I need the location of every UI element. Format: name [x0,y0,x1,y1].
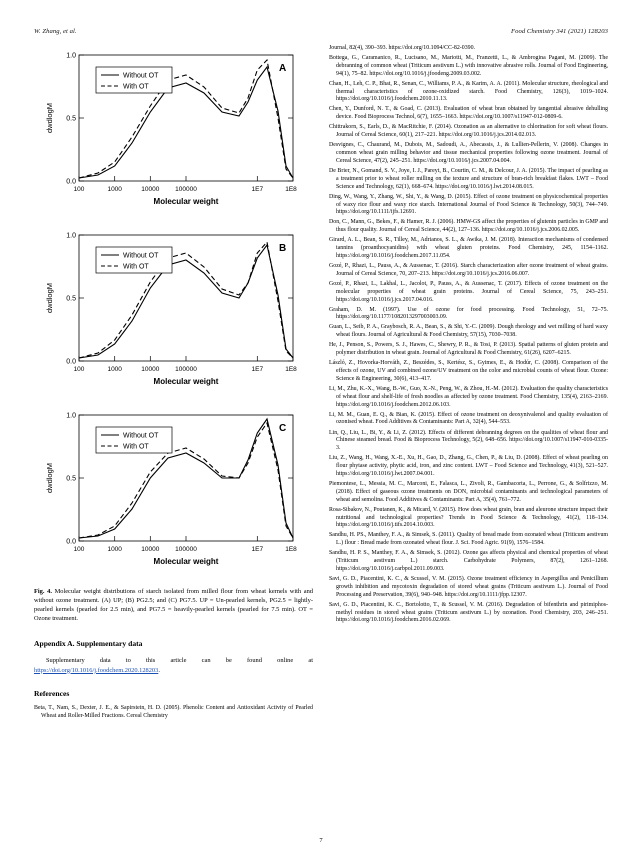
reference-item: Guan, L., Seib, P. A., Graybosch, R. A., Bean, S., & Shi, Y.-C. (2009). Dough rheology and wet milling of hard waxy wheat flours. Journal of Agricultural & Food Chemistry, 57(15), 7030–7038. [329,324,608,339]
reference-item: László, Z., Hovorka-Horváth, Z., Beszédes, S., Kertész, S., Gyimes, E., & Hodúr, C. (2008). Comparison of the effects of ozone, UV and combined ozone/UV treatment on the color and microbial counts of wheat flour. Ozone: Science & Engineering, 30(6), 413–417. [329,360,608,382]
reference-item: Li, M., Zhu, K.-X., Wang, B.-W., Guo, X.-N., Peng, W., & Zhou, H.-M. (2012). Evaluation the quality characteristics of wheat flour and shelf-life of fresh noodles as affected by ozone treatment. Food Chemistry, 135(4), 2163–2169. https://doi.org/10.1016/j.foodchem.2012.06.103. [329,385,608,408]
reference-item: Gozé, P., Rhazi, L., Lakhal, L., Jacolot, P., Pauss, A., & Aussenac, T. (2017). Effects of ozone treatment on the molecular properties of wheat grain proteins. Journal of Cereal Science, 75, 243–251. https://doi.org/10.1016/j.jcs.2017.04.016. [329,280,608,303]
legend-c [96,427,172,453]
y-axis-title: dwdlogM [44,102,54,134]
xtick-label: 1E8 [284,546,297,553]
legend-b [96,247,172,273]
xtick-label: 100000 [174,366,197,373]
reference-item: Ding, W., Wang, Y., Zhang, W., Shi, Y., & Wang, D. (2015). Effect of ozone treatment on physicochemical properties of waxy rice flour and waxy rice starch. International Journal of Food Science & Technology, 50(3), 744–749. https://doi.org/10.1111/ijfs.12691. [329,193,608,216]
appendix-heading: Appendix A. Supplementary data [34,639,143,649]
legend-label: With OT [122,443,149,451]
xtick-label: 1E7 [251,366,263,373]
right-column [329,45,608,815]
appendix-paragraph [34,656,313,675]
y-axis-title: dwdlogM [44,462,54,494]
legend-label: Without OT [122,252,158,260]
legend-a [96,67,172,93]
reference-item: De Brier, N., Gomand, S. V., Joye, I. J., Pareyt, B., Courtin, C. M., & Delcour, J. A. (2015). The impact of pearling as a treatment prior to wheat roller milling on the texture and structure of bran-rich breakfast flakes. LWT – Food Science and Technology, 62(1), 668–674. https://doi.org/10.1016/j.lwt.2014.08.015. [329,167,608,190]
xtick-label: 1E7 [251,186,263,193]
chart-svg-b [39,225,309,401]
running-head-left: W. Zhang, et al. [34,28,77,35]
panel-label-a: A [278,63,286,74]
reference-item: Bottega, G., Caramanico, R., Lucisano, M., Mariotti, M., Franzetti, L., & Ambrogina Pagani, M. (2009). The debranning of common wheat (Triticum aestivum L.) with innovative abrasive rolls. Journal of Food Engineering, 94(1), 75–82. https://doi.org/10.1016/j.jfoodeng.2009.03.002. [329,55,608,77]
reference-item: Savi, G. D., Piacentini, K. C., & Scussel, V. M. (2015). Ozone treatment efficiency in Aspergillus and Penicillium growth inhibition and mycotoxin degradation of stored wheat grains (Triticum aestivum L.). Journal of Food Processing and Preservation, 39(6), 940–948. https://doi.org/10.1111/jfpp.12307. [329,575,608,598]
reference-item: Piemontese, L., Messia, M. C., Marconi, E., Falasca, L., Zivoli, R., Gambacorta, L., Perrone, G., & Solfrizzo, M. (2018). Effect of gaseous ozone treatments on DON, microbial contaminants and technological parameters of wheat and semolina. Food Additives & Contaminants: Part A, 35(4), 761–772. [329,480,608,503]
reference-item: Li, M. M., Guan, E. Q., & Bian, K. (2015). Effect of ozone treatment on deoxynivalenol and quality evaluation of ozonised wheat. Food Additives & Contaminants: Part A, 32(4), 544–553. [329,411,608,426]
x-axis-title: Molecular weight [153,377,218,386]
legend-label: With OT [122,83,149,91]
xtick-label: 100000 [174,186,197,193]
figure-caption [34,587,313,623]
ytick-label: 0.0 [65,538,76,546]
legend-label: With OT [122,263,149,271]
xtick-label: 1E7 [251,546,263,553]
x-axis-title: Molecular weight [153,197,218,206]
xtick-label: 1000 [106,366,122,373]
reference-item: Chan, H., Leh, C. P., Bhat, R., Senan, C., Williams, P. A., & Karim, A. A. (2011). Molecular structure, rheological and thermal characteristics of ozone-oxidized starch. Food Chemistry, 126(3), 1019–1024. https://doi.org/10.1016/j.foodchem.2010.11.13. [329,80,608,103]
appendix-text-before: Supplementary data to this article can be found online at [46,657,313,665]
appendix-text-after: . [158,666,160,674]
y-axis-title: dwdlogM [44,282,54,314]
reference-item: Chittrakorn, S., Earls, D., & MacRitchie, F. (2014). Ozonation as an alternative to chlorination for soft wheat flours. Journal of Cereal Science, 60(1), 217–221. https://doi.org/10.1016/j.jcs.2014.02.013. [329,124,608,139]
reference-item: Graham, D. M. (1997). Use of ozone for food processing. Food Technology, 51, 72–75. https://doi.org/10.1177/1082013297003003.09. [329,306,608,321]
reference-item: He, J., Penson, S., Powers, S. J., Hawes, C., Shewry, P. R., & Tosi, P. (2013). Spatial patterns of gluten protein and polymer distribution in wheat grain. Journal of Agricultural & Food Chemistry, 61(26), 6207–6215. [329,342,608,357]
running-head [34,28,608,35]
ytick-label: 1.0 [65,412,76,420]
chart-svg-c [39,405,309,581]
ytick-label: 0.0 [65,178,76,186]
legend-label: Without OT [122,72,158,80]
xtick-label: 10000 [140,186,159,193]
reference-item: Chen, Y., Dunford, N. T., & Goad, C. (2013). Evaluation of wheat bran obtained by tangential abrasive dehulling device. Food Bioprocess Technol, 6(7), 1655–1663. https://doi.org/10.1007/s11947-012-0809-6. [329,106,608,121]
ytick-label: 0.5 [65,115,76,123]
two-column-body [34,45,608,815]
xtick-label: 100000 [174,546,197,553]
xtick-label: 1000 [106,186,122,193]
chart-panel-a [39,45,309,221]
ytick-label: 0.5 [65,475,76,483]
xtick-label: 1E8 [284,366,297,373]
reference-item: Sandhu, H. P. S., Manthey, F. A., & Simsek, S. (2012). Ozone gas affects physical and chemical properties of wheat (Triticum aestivum L.) starch. Carbohydrate Polymers, 87(2), 1261–1268. https://doi.org/10.1016/j.carbpol.2011.09.003. [329,550,608,572]
page-number: 7 [319,837,323,844]
reference-item: Savi, G. D., Piacentini, K. C., Bortolotto, T., & Scussel, V. M. (2016). Degradation of bifenthrin and pirimiphos-methyl residues in stored wheat grains (Triticum aestivum L.) by ozonation. Food Chemistry, 203, 246–251. https://doi.org/10.1016/j.foodchem.2016.02.069. [329,601,608,624]
xtick-label: 10000 [140,366,159,373]
chart-svg-a [39,45,309,221]
running-head-right: Food Chemistry 341 (2021) 128203 [511,28,608,35]
xtick-label: 100 [73,366,84,373]
panel-label-c: C [278,423,286,434]
chart-panel-b [39,225,309,401]
x-axis-title: Molecular weight [153,557,218,566]
reference-item: Don, C., Mann, G., Bekes, F., & Hamer, R. J. (2006). HMW-GS affect the properties of glutenin particles in GMP and thus flour quality. Journal of Cereal Science, 44(2), 127–136. https://doi.org/10.1016/j.jcs.2006.02.005. [329,219,608,234]
ytick-label: 0.0 [65,358,76,366]
left-column [34,45,313,815]
figure-caption-text: Molecular weight distributions of starch isolated from milled flour from wheat kernels with and without ozone treatment. (A) UP; (B) PG2.5; and (C) PG7.5. UP = Un-pearled kernels, PG2.5 = lightly-pearled kernels (pearled for 2.5 min), and PG7.5 = heavily-pearled kernels (pearled for 7.5 min). OT = Ozone treatment. [34,588,313,623]
xtick-label: 1000 [106,546,122,553]
reference-item: Girard, A. L., Bean, S. R., Tilley, M., Adrianos, S. L., & Awika, J. M. (2018). Interaction mechanisms of condensed tannins (proanthocyanidins) with wheat gluten proteins. Food Chemistry, 245, 1154–1162. https://doi.org/10.1016/j.foodchem.2017.11.054. [329,237,608,259]
reference-item: Sandhu, H. PS., Manthey, F. A., & Simsek, S. (2011). Quality of bread made from ozonated wheat (Triticum aestivum L.) flour : Bread made from ozonated wheat flour. J. Sci. Food Agric. 91(9), 1576–1584. [329,532,608,547]
reference-item: Rosa-Sibakov, N., Poutanen, K., & Micard, V. (2015). How does wheat grain, bran and aleurone structure impact their nutritional and technological properties? Trends in Food Science & Technology, 41(2), 118–134. https://doi.org/10.1016/j.tifs.2014.10.003. [329,506,608,529]
reference-item: Gozé, P., Rhazi, L., Pauss, A., & Aussenac, T. (2016). Starch characterization after ozone treatment of wheat grains. Journal of Cereal Science, 70, 207–213. https://doi.org/10.1016/j.jcs.2016.06.007. [329,262,608,277]
panel-label-b: B [278,243,286,254]
ytick-label: 1.0 [65,52,76,60]
reference-item: Liu, Z., Wang, H., Wang, X.-E., Xu, H., Gao, D., Zhang, G., Chen, P., & Liu, D. (2008). Effect of wheat pearling on flour phytase activity, phytic acid, iron, and zinc content. LWT – Food Science and Technology, 41(3), 521–527. https://doi.org/10.1016/j.lwt.2007.04.001. [329,455,608,477]
reference-item: Lin, Q., Liu, L., Bi, Y., & Li, Z. (2012). Effects of different debranning degrees on the qualities of wheat flour and Chinese steamed bread. Food & Bioprocess Technology, 5(2), 648–656. https://doi.org/10.1007/s11947-010-0335-3. [329,429,608,452]
appendix-doi-link[interactable]: https://doi.org/10.1016/j.foodchem.2020.128203 [34,666,159,674]
ytick-label: 1.0 [65,232,76,240]
chart-panel-c [39,405,309,581]
xtick-label: 10000 [140,546,159,553]
xtick-label: 100 [73,186,84,193]
reference-item: Beta, T., Nam, S., Dexter, J. E., & Sapirstein, H. D. (2005). Phenolic Content and Antioxidant Activity of Pearled Wheat and Roller-Milled Fractions. Cereal Chemistry [34,704,313,719]
figure-caption-label: Fig. 4. [34,588,52,595]
ytick-label: 0.5 [65,295,76,303]
references-heading: References [34,688,70,698]
legend-label: Without OT [122,432,158,440]
figure-4 [34,45,313,623]
xtick-label: 100 [73,546,84,553]
reference-item: Desvignes, C., Chaurand, M., Dubois, M., Sadoudi, A., Abecassis, J., & Lullien-Pellerin, V. (2008). Changes in common wheat grain milling behavior and tissue mechanical properties following ozone treatment. Journal of Cereal Science, 47(2), 245–251. https://doi.org/10.1016/j.jcs.2007.04.004. [329,142,608,164]
reference-item: Journal, 82(4), 390–393. https://doi.org/10.1094/CC-82-0390. [329,45,476,51]
xtick-label: 1E8 [284,186,297,193]
